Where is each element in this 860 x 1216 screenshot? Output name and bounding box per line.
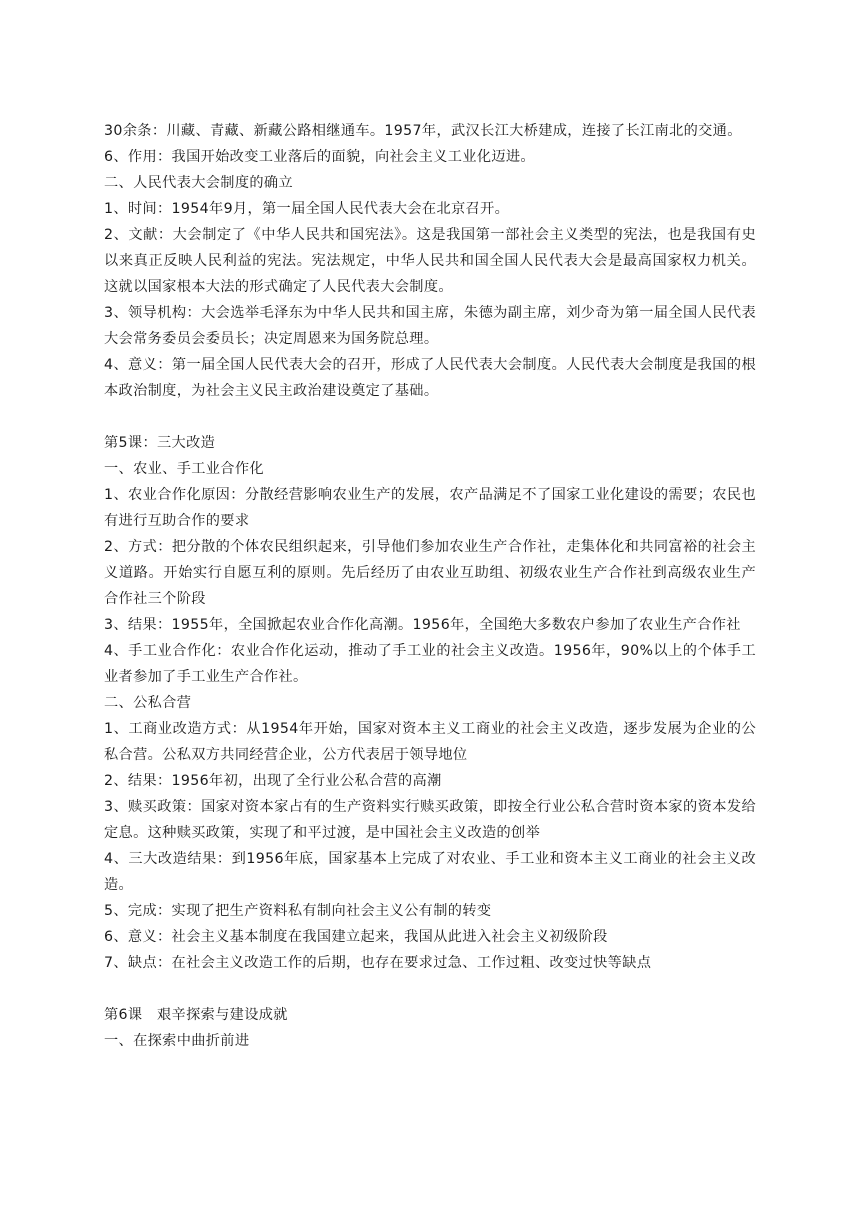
paragraph-transformation-result: 4、三大改造结果：到1956年底，国家基本上完成了对农业、手工业和资本主义工商业的社会主义改造。 <box>104 851 756 893</box>
paragraph-npc-significance: 4、意义：第一届全国人民代表大会的召开，形成了人民代表大会制度。人民代表大会制度是我国的根本政治制度，为社会主义民主政治建设奠定了基础。 <box>104 357 756 399</box>
paragraph-industry-effect: 6、作用：我国开始改变工业落后的面貌，向社会主义工业化迈进。 <box>104 149 535 165</box>
paragraph-cooperation-method: 2、方式：把分散的个体农民组织起来，引导他们参加农业生产合作社，走集体化和共同富裕的社会主义道路。开始实行自愿互利的原则。先后经历了由农业互助组、初级农业生产合作社到高级农业生产合作社三个阶段 <box>104 539 756 607</box>
blank-line <box>104 404 756 430</box>
paragraph-completion: 5、完成：实现了把生产资料私有制向社会主义公有制的转变 <box>104 903 492 919</box>
paragraph-transport-achievements: 30余条：川藏、青藏、新藏公路相继通车。1957年，武汉长江大桥建成，连接了长江南北的交通。 <box>104 123 742 139</box>
paragraph-handicraft-cooperation: 4、手工业合作化：农业合作化运动，推动了手工业的社会主义改造。1956年，90%以上的个体手工业者参加了手工业生产合作社。 <box>104 643 756 685</box>
section-heading-joint-ownership: 二、公私合营 <box>104 695 192 711</box>
lesson-heading-5: 第5课：三大改造 <box>104 435 216 451</box>
paragraph-npc-constitution: 2、文献：大会制定了《中华人民共和国宪法》。这是我国第一部社会主义类型的宪法，也是我国有史以来真正反映人民利益的宪法。宪法规定，中华人民共和国全国人民代表大会是最高国家权力机关。这就以国家根本大法的形式确定了人民代表大会制度。 <box>104 227 756 295</box>
paragraph-commerce-method: 1、工商业改造方式：从1954年开始，国家对资本主义工商业的社会主义改造，逐步发展为企业的公私合营。公私双方共同经营企业，公方代表居于领导地位 <box>104 721 756 763</box>
paragraph-cooperation-result: 3、结果：1955年，全国掀起农业合作化高潮。1956年，全国绝大多数农户参加了农业生产合作社 <box>104 617 741 633</box>
paragraph-npc-time: 1、时间：1954年9月，第一届全国人民代表大会在北京召开。 <box>104 201 510 217</box>
blank-line <box>104 976 756 1002</box>
paragraph-npc-leadership: 3、领导机构：大会选举毛泽东为中华人民共和国主席，朱德为副主席，刘少奇为第一届全国人民代表大会常务委员会委员长；决定周恩来为国务院总理。 <box>104 305 756 347</box>
paragraph-redemption-policy: 3、赎买政策：国家对资本家占有的生产资料实行赎买政策，即按全行业公私合营时资本家的资本发给定息。这种赎买政策，实现了和平过渡，是中国社会主义改造的创举 <box>104 799 756 841</box>
lesson-heading-6: 第6课 艰辛探索与建设成就 <box>104 1007 288 1023</box>
section-heading-npc-system: 二、人民代表大会制度的确立 <box>104 175 293 191</box>
paragraph-commerce-result: 2、结果：1956年初，出现了全行业公私合营的高潮 <box>104 773 442 789</box>
paragraph-significance: 6、意义：社会主义基本制度在我国建立起来，我国从此进入社会主义初级阶段 <box>104 929 608 945</box>
section-heading-exploration: 一、在探索中曲折前进 <box>104 1033 250 1049</box>
paragraph-cooperation-reason: 1、农业合作化原因：分散经营影响农业生产的发展，农产品满足不了国家工业化建设的需要；农民也有进行互助合作的要求 <box>104 487 756 529</box>
document-body <box>104 118 756 1054</box>
section-heading-cooperation: 一、农业、手工业合作化 <box>104 461 264 477</box>
paragraph-shortcomings: 7、缺点：在社会主义改造工作的后期，也存在要求过急、工作过粗、改变过快等缺点 <box>104 955 652 971</box>
